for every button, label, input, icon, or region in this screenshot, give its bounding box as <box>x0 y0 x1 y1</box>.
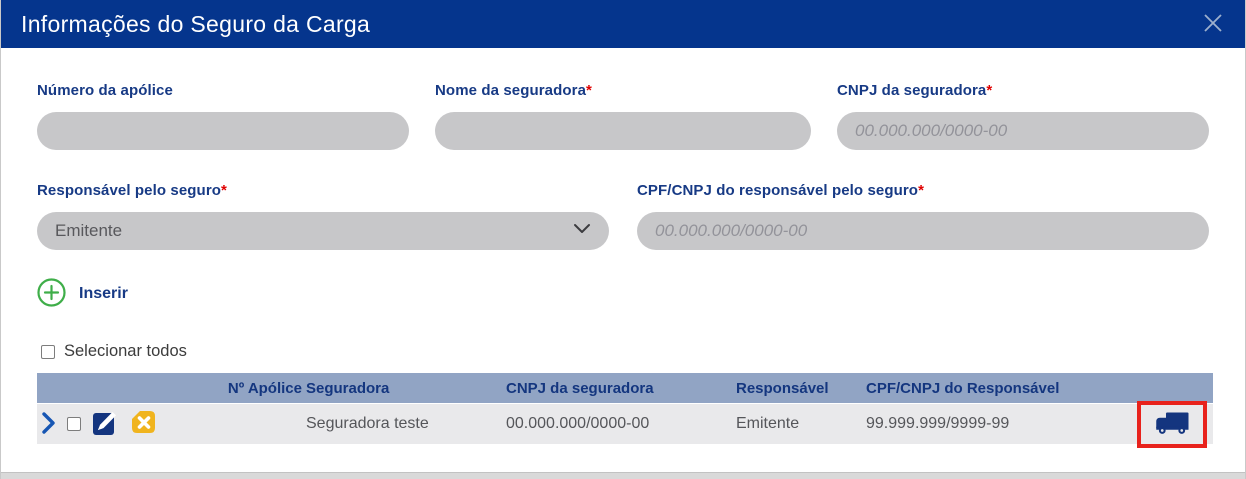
field-responsavel-seguro <box>37 182 609 250</box>
numero-apolice-label: Número da apólice <box>37 82 173 99</box>
form-area <box>1 82 1245 250</box>
field-cnpj-seguradora <box>837 82 1209 150</box>
cell-cnpj: 00.000.000/0000-00 <box>506 415 650 432</box>
cnpj-seguradora-label: CNPJ da seguradora* <box>837 82 993 99</box>
row-checkbox[interactable] <box>67 417 81 431</box>
cpf-cnpj-responsavel-label: CPF/CNPJ do responsável pelo seguro* <box>637 182 925 199</box>
edit-row-button[interactable] <box>92 409 119 439</box>
table-row <box>37 404 1213 444</box>
responsavel-seguro-select[interactable] <box>37 212 609 250</box>
chevron-right-expand-icon <box>41 412 56 437</box>
cell-cpf-cnpj: 99.999.999/9999-99 <box>866 415 1010 432</box>
header-cpf-cnpj: CPF/CNPJ do Responsável <box>866 379 1060 397</box>
bottom-scrollbar-strip[interactable] <box>1 472 1245 479</box>
responsavel-seguro-label: Responsável pelo seguro* <box>37 182 227 199</box>
required-asterisk: * <box>986 82 993 99</box>
red-highlight-annotation <box>1137 401 1207 448</box>
cell-responsavel: Emitente <box>736 415 800 432</box>
close-button[interactable] <box>1201 11 1225 38</box>
field-numero-apolice <box>37 82 409 150</box>
header-cnpj: CNPJ da seguradora <box>506 379 654 397</box>
select-all-row <box>41 342 1245 361</box>
cell-seguradora: Seguradora teste <box>306 415 429 432</box>
select-all-checkbox[interactable] <box>41 345 55 359</box>
modal-title: Informações do Seguro da Carga <box>21 10 371 37</box>
select-all-label: Selecionar todos <box>64 342 187 360</box>
insert-button[interactable] <box>37 278 128 310</box>
truck-icon <box>1154 410 1190 439</box>
header-seguradora: Seguradora <box>306 379 390 397</box>
insert-button-label: Inserir <box>79 285 128 302</box>
table-header-row <box>37 373 1213 403</box>
nome-seguradora-label: Nome da seguradora* <box>435 82 592 99</box>
required-asterisk: * <box>918 182 925 199</box>
insurance-table <box>37 373 1213 444</box>
truck-button[interactable] <box>1154 410 1190 439</box>
header-responsavel: Responsável <box>736 379 829 397</box>
field-cpf-cnpj-responsavel <box>637 182 1209 250</box>
field-nome-seguradora <box>435 82 811 150</box>
responsavel-seguro-selected-value: Emitente <box>55 221 123 240</box>
edit-pencil-icon <box>92 409 119 439</box>
required-asterisk: * <box>586 82 592 99</box>
close-icon <box>1201 11 1225 38</box>
cpf-cnpj-responsavel-input[interactable] <box>637 212 1209 250</box>
numero-apolice-input[interactable] <box>37 112 409 150</box>
plus-circle-icon <box>37 278 66 310</box>
delete-row-button[interactable] <box>130 409 157 439</box>
header-apolice: Nº Apólice <box>227 379 302 397</box>
delete-document-icon <box>130 409 157 439</box>
cnpj-seguradora-input[interactable] <box>837 112 1209 150</box>
nome-seguradora-input[interactable] <box>435 112 811 150</box>
chevron-down-icon <box>573 222 591 240</box>
required-asterisk: * <box>221 182 227 199</box>
modal-header <box>1 0 1245 48</box>
expand-row-button[interactable] <box>41 412 56 437</box>
